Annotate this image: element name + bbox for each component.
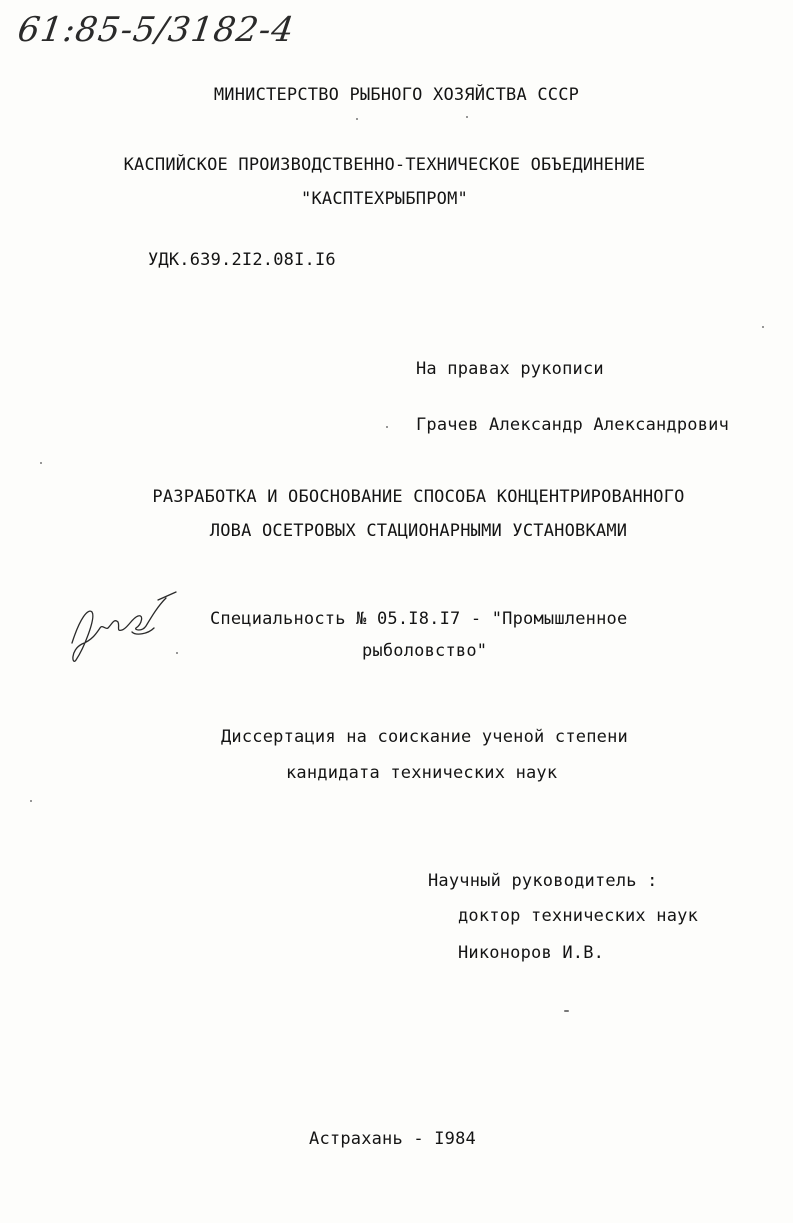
thesis-title-line2: ЛОВА ОСЕТРОВЫХ СТАЦИОНАРНЫМИ УСТАНОВКАМИ (209, 521, 628, 541)
specialty-line2: рыболовство" (362, 641, 488, 661)
supervisor-label: Научный руководитель : (428, 871, 658, 891)
organization-name: КАСПИЙСКОЕ ПРОИЗВОДСТВЕННО-ТЕХНИЧЕСКОЕ ОБЪЕДИНЕНИЕ (123, 155, 646, 175)
dissertation-line1: Диссертация на соискание ученой степени (221, 727, 628, 747)
ministry-heading: МИНИСТЕРСТВО РЫБНОГО ХОЗЯЙСТВА СССР (213, 85, 580, 105)
supervisor-name: Никоноров И.В. (458, 943, 605, 963)
scan-speck (40, 462, 42, 464)
scan-speck (30, 800, 32, 802)
manuscript-rights-note: На правах рукописи (416, 359, 604, 379)
thesis-title-line1: РАЗРАБОТКА И ОБОСНОВАНИЕ СПОСОБА КОНЦЕНТРИРОВАННОГО (152, 487, 685, 507)
scan-speck (356, 118, 358, 120)
supervisor-degree: доктор технических наук (458, 906, 699, 926)
scan-speck (564, 1010, 569, 1012)
specialty-line1: Специальность № 05.I8.I7 - "Промышленное (210, 609, 628, 629)
scan-speck (466, 116, 468, 118)
dissertation-line2: кандидата технических наук (286, 763, 558, 783)
scan-speck (386, 426, 388, 428)
archive-code-handwritten: 61:85-5/3182-4 (15, 10, 298, 50)
author-signature (62, 588, 182, 678)
author-name: Грачев Александр Александрович (416, 415, 730, 435)
udk-code: УДК.639.2I2.08I.I6 (148, 250, 336, 270)
scan-speck (762, 326, 764, 328)
city-year: Астрахань - I984 (309, 1129, 476, 1149)
scan-speck (176, 652, 178, 654)
organization-short-name: "КАСПТЕХРЫБПРОМ" (301, 189, 468, 209)
